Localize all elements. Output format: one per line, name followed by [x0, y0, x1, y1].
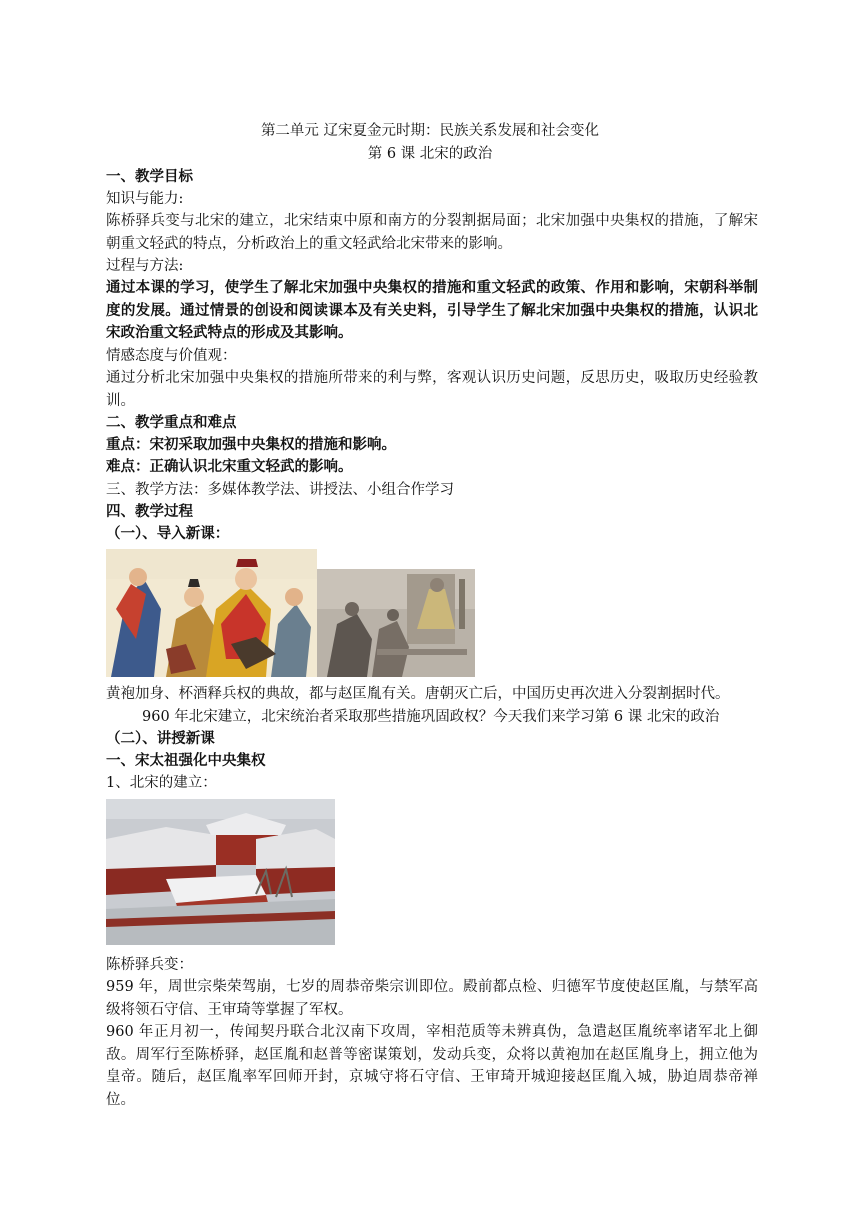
topic-heading-1: 一、宋太祖强化中央集权 — [106, 752, 266, 769]
paragraph-960: 960 年正月初一，传闻契丹联合北汉南下攻周，宰相范质等未辨真伪，急遣赵匡胤统率诸军北上御敌。周军行至陈桥驿，赵匡胤和赵普等密谋策划，发动兵变，众将以黄袍加在赵匡胤身上，拥立他为皇帝。随后，赵匡胤率军回师开封，京城守将石守信、王审琦开城迎接赵匡胤入城，胁迫周恭帝禅位。 — [106, 1024, 758, 1108]
section-heading-process: 四、教学过程 — [106, 503, 193, 520]
process-label: 过程与方法: — [106, 258, 184, 274]
mutiny-label: 陈桥驿兵变： — [106, 957, 193, 973]
key-point: 重点：宋初采取加强中央集权的措施和影响。 — [106, 436, 396, 453]
section-heading-objectives: 一、教学目标 — [106, 168, 193, 185]
unit-title: 第二单元 辽宋夏金元时期：民族关系发展和社会变化 — [260, 123, 600, 139]
wine-banquet-painting — [317, 569, 475, 677]
knowledge-label: 知识与能力: — [106, 191, 184, 207]
difficulty: 难点：正确认识北宋重文轻武的影响。 — [106, 458, 353, 475]
intro-text-2: 960 年北宋建立，北宋统治者采取那些措施巩固政权？今天我们来学习第 6 课 北宋的政治 — [142, 709, 720, 725]
section-heading-key-points: 二、教学重点和难点 — [106, 414, 237, 431]
intro-text-1: 黄袍加身、杯酒释兵权的典故，都与赵匡胤有关。唐朝灭亡后，中国历史再次进入分裂割据时代。 — [106, 686, 730, 702]
subtopic-heading-1: 1、北宋的建立： — [106, 775, 217, 791]
teaching-methods: 三、教学方法：多媒体教学法、讲授法、小组合作学习 — [106, 482, 454, 498]
process-text: 通过本课的学习，使学生了解北宋加强中央集权的措施和重文轻武的政策、作用和影响，宋朝科举制度的发展。通过情景的创设和阅读课本及有关史料，引导学生了解北宋加强中央集权的措施，认识北宋政治重文轻武特点的形成及其影响。 — [106, 279, 758, 341]
snowy-palace-photo — [106, 799, 335, 945]
knowledge-text: 陈桥驿兵变与北宋的建立，北宋结束中原和南方的分裂割据局面；北宋加强中央集权的措施，了解宋朝重文轻武的特点，分析政治上的重文轻武给北宋带来的影响。 — [106, 213, 758, 252]
emotion-text: 通过分析北宋加强中央集权的措施所带来的利与弊，客观认识历史问题，反思历史，吸取历史经验教训。 — [106, 370, 758, 409]
emotion-label: 情感态度与价值观： — [106, 348, 237, 364]
paragraph-959: 959 年，周世宗柴荣驾崩，七岁的周恭帝柴宗训即位。殿前都点检、归德军节度使赵匡胤，与禁军高级将领石守信、王审琦等掌握了军权。 — [106, 979, 758, 1018]
intro-heading: （一）、导入新课： — [106, 525, 230, 542]
lesson-title: 第 6 课 北宋的政治 — [367, 146, 493, 162]
yellow-robe-painting — [106, 549, 317, 677]
teach-heading: （二）、讲授新课 — [106, 730, 215, 747]
